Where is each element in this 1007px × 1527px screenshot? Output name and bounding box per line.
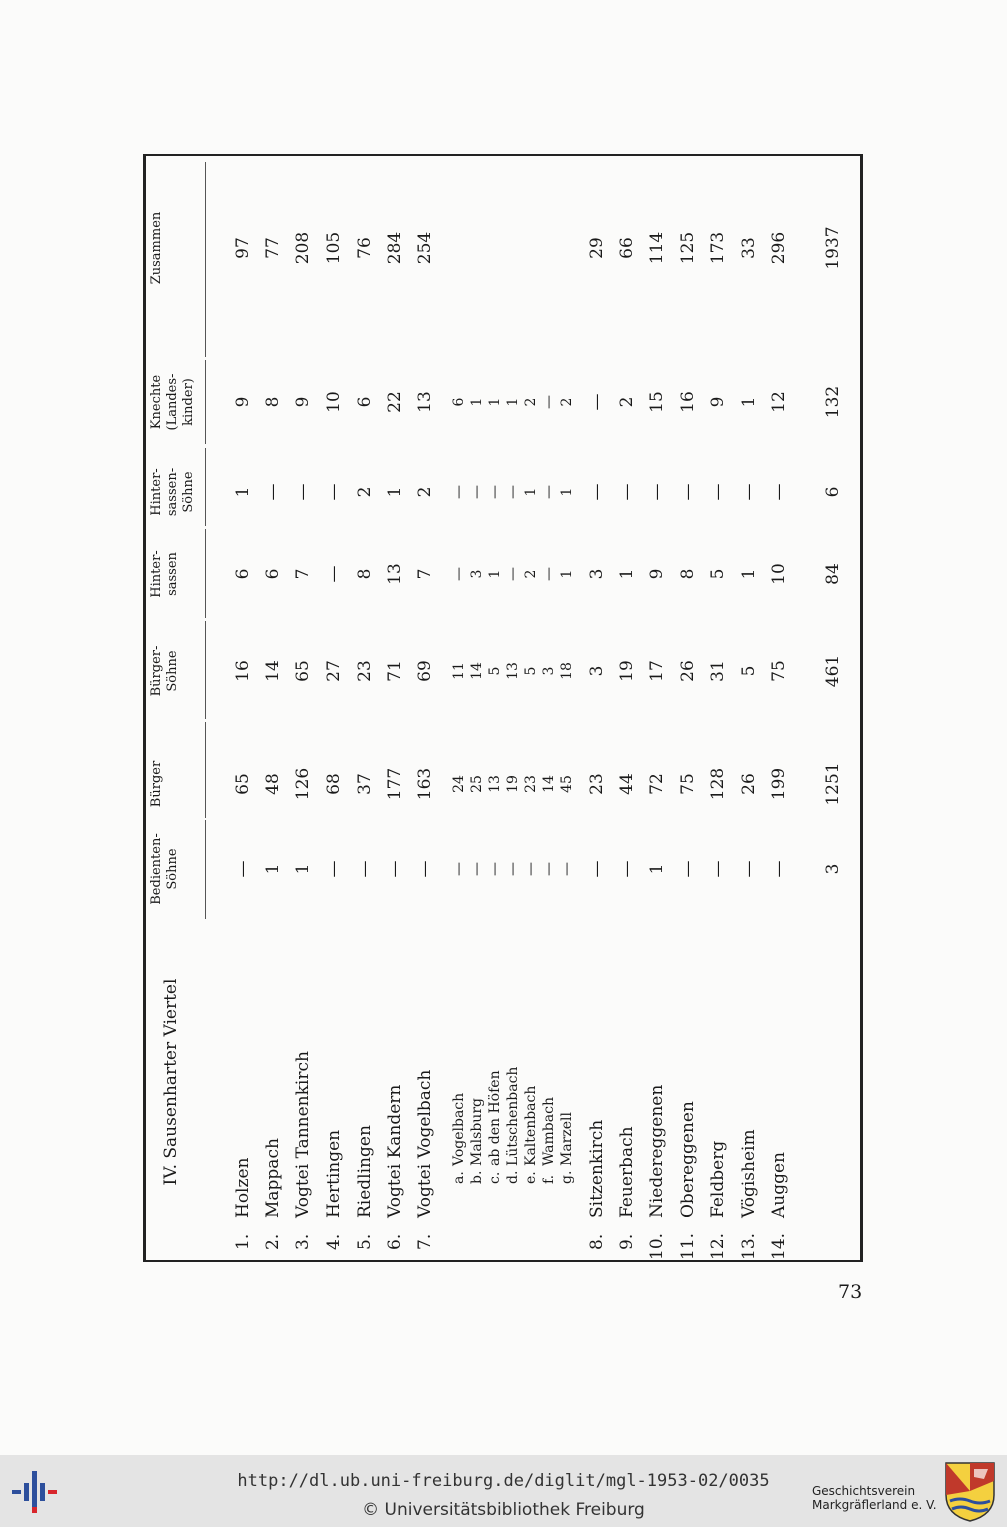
table-cell: 77 bbox=[263, 237, 283, 259]
row-name: Feldberg bbox=[708, 1140, 728, 1218]
table-cell: 9 bbox=[708, 396, 728, 408]
footer-bar bbox=[0, 1455, 1007, 1527]
subrow-letter: e. bbox=[523, 1171, 539, 1184]
table-cell: 13 bbox=[505, 662, 521, 680]
table-cell: — bbox=[587, 483, 607, 501]
table-cell: 10 bbox=[769, 563, 789, 585]
row-name: Vogtei Vogelbach bbox=[415, 1069, 435, 1218]
table-cell: 23 bbox=[355, 660, 375, 682]
row-name: Niedereggenen bbox=[647, 1084, 667, 1218]
table-cell: 68 bbox=[324, 773, 344, 795]
total-cell: 84 bbox=[823, 563, 843, 585]
table-cell: — bbox=[541, 485, 557, 499]
table-cell: 128 bbox=[708, 767, 728, 801]
subrow-letter: d. bbox=[505, 1170, 521, 1184]
table-cell: 9 bbox=[647, 568, 667, 580]
table-cell: 5 bbox=[708, 568, 728, 580]
table-cell: 13 bbox=[385, 563, 405, 585]
table-cell: — bbox=[523, 862, 539, 876]
table-cell: 2 bbox=[355, 486, 375, 498]
page-number: 73 bbox=[838, 1281, 863, 1303]
table-cell: — bbox=[769, 860, 789, 878]
table-cell: — bbox=[324, 565, 344, 583]
table-cell: 72 bbox=[647, 773, 667, 795]
table-cell: — bbox=[617, 483, 637, 501]
table-cell: — bbox=[487, 862, 503, 876]
table-cell: 5 bbox=[739, 665, 759, 677]
row-name: Vogtei Tannenkirch bbox=[293, 1051, 313, 1218]
table-cell: — bbox=[559, 862, 575, 876]
table-cell: 13 bbox=[487, 775, 503, 793]
table-cell: 1 bbox=[739, 568, 759, 580]
table-cell: — bbox=[469, 485, 485, 499]
table-cell: 25 bbox=[469, 775, 485, 793]
table-cell: 75 bbox=[769, 660, 789, 682]
row-name: Holzen bbox=[233, 1157, 253, 1218]
row-number: 5. bbox=[355, 1233, 375, 1250]
subrow-letter: b. bbox=[469, 1170, 485, 1184]
table-cell: — bbox=[385, 860, 405, 878]
subrow-letter: g. bbox=[559, 1170, 575, 1184]
table-cell: — bbox=[233, 860, 253, 878]
table-cell: 114 bbox=[647, 231, 667, 265]
table-cell: 9 bbox=[293, 396, 313, 408]
row-name: Auggen bbox=[769, 1152, 789, 1218]
table-cell: — bbox=[541, 862, 557, 876]
society-line-1: Geschichtsverein bbox=[812, 1484, 916, 1498]
table-top-rule bbox=[143, 154, 146, 1262]
table-cell: 27 bbox=[324, 660, 344, 682]
table-cell: 1 bbox=[233, 486, 253, 498]
table-cell: — bbox=[324, 483, 344, 501]
header-divider bbox=[205, 820, 206, 919]
row-number: 12. bbox=[708, 1232, 728, 1260]
table-cell: — bbox=[647, 483, 667, 501]
total-cell: 1937 bbox=[823, 226, 843, 270]
column-header: Bürger bbox=[149, 760, 164, 808]
table-cell: 29 bbox=[587, 237, 607, 259]
table-cell: — bbox=[678, 483, 698, 501]
total-cell: 1251 bbox=[823, 762, 843, 806]
row-name: Hertingen bbox=[324, 1129, 344, 1218]
table-cell: — bbox=[769, 483, 789, 501]
table-cell: 105 bbox=[324, 231, 344, 265]
table-bottom-rule bbox=[860, 154, 863, 1262]
column-header: Bürger- Söhne bbox=[149, 645, 180, 697]
society-name bbox=[812, 1484, 947, 1512]
table-cell: 3 bbox=[587, 568, 607, 580]
table-cell: — bbox=[487, 485, 503, 499]
table-cell: 1 bbox=[559, 569, 575, 579]
table-cell: — bbox=[678, 860, 698, 878]
row-name: Mappach bbox=[263, 1138, 283, 1218]
table-cell: 3 bbox=[469, 569, 485, 579]
table-cell: 1 bbox=[293, 863, 313, 875]
table-cell: 33 bbox=[739, 237, 759, 259]
subrow-name: Lütschenbach bbox=[505, 1066, 521, 1166]
table-cell: 1 bbox=[523, 487, 539, 497]
table-cell: 7 bbox=[415, 568, 435, 580]
row-number: 10. bbox=[647, 1232, 667, 1260]
table-cell: 18 bbox=[559, 662, 575, 680]
table-cell: 6 bbox=[263, 568, 283, 580]
table-cell: 10 bbox=[324, 391, 344, 413]
table-cell: 8 bbox=[355, 568, 375, 580]
table-cell: 16 bbox=[678, 391, 698, 413]
table-cell: 26 bbox=[678, 660, 698, 682]
table-cell: 2 bbox=[523, 569, 539, 579]
table-cell: 13 bbox=[415, 391, 435, 413]
table-cell: — bbox=[469, 862, 485, 876]
table-cell: 2 bbox=[617, 396, 637, 408]
table-cell: 1 bbox=[487, 397, 503, 407]
header-divider bbox=[205, 621, 206, 719]
table-cell: — bbox=[587, 393, 607, 411]
table-cell: 1 bbox=[647, 863, 667, 875]
row-number: 7. bbox=[415, 1233, 435, 1250]
row-number: 11. bbox=[678, 1232, 698, 1260]
table-cell: 48 bbox=[263, 773, 283, 795]
table-cell: 5 bbox=[487, 666, 503, 676]
table-cell: — bbox=[505, 862, 521, 876]
table-cell: 1 bbox=[469, 397, 485, 407]
subrow-name: Kaltenbach bbox=[523, 1085, 539, 1166]
table-cell: 126 bbox=[293, 767, 313, 801]
table-cell: 1 bbox=[487, 569, 503, 579]
table-cell: 19 bbox=[505, 775, 521, 793]
table-cell: 75 bbox=[678, 773, 698, 795]
total-cell: 132 bbox=[823, 385, 843, 419]
coat-of-arms-icon bbox=[944, 1461, 996, 1523]
table-cell: 66 bbox=[617, 237, 637, 259]
table-cell: 2 bbox=[523, 397, 539, 407]
row-name: Vogtei Kandern bbox=[385, 1084, 405, 1218]
header-divider bbox=[205, 722, 206, 818]
table-cell: 44 bbox=[617, 773, 637, 795]
table-cell: 6 bbox=[233, 568, 253, 580]
row-number: 3. bbox=[293, 1233, 313, 1250]
footer-url[interactable]: http://dl.ub.uni-freiburg.de/diglit/mgl-1953-02/0035 bbox=[237, 1471, 770, 1491]
footer-copyright: © Universitätsbibliothek Freiburg bbox=[362, 1500, 645, 1520]
table-cell: 173 bbox=[708, 231, 728, 265]
total-cell: 3 bbox=[823, 863, 843, 875]
header-divider bbox=[205, 529, 206, 618]
table-cell: 8 bbox=[263, 396, 283, 408]
total-cell: 6 bbox=[823, 486, 843, 498]
table-cell: — bbox=[293, 483, 313, 501]
table-cell: 3 bbox=[541, 666, 557, 676]
subrow-name: Malsburg bbox=[469, 1098, 485, 1166]
table-cell: 2 bbox=[415, 486, 435, 498]
table-cell: 177 bbox=[385, 767, 405, 801]
table-cell: 65 bbox=[293, 660, 313, 682]
table-cell: — bbox=[708, 860, 728, 878]
table-cell: 1 bbox=[559, 487, 575, 497]
row-number: 6. bbox=[385, 1233, 405, 1250]
row-number: 8. bbox=[587, 1233, 607, 1250]
table-cell: 296 bbox=[769, 231, 789, 265]
table-cell: — bbox=[587, 860, 607, 878]
table-cell: 71 bbox=[385, 660, 405, 682]
table-cell: 284 bbox=[385, 231, 405, 265]
subrow-letter: a. bbox=[451, 1171, 467, 1184]
table-cell: 65 bbox=[233, 773, 253, 795]
table-cell: 15 bbox=[647, 391, 667, 413]
row-number: 9. bbox=[617, 1233, 637, 1250]
table-cell: — bbox=[505, 567, 521, 581]
table-right-rule bbox=[143, 154, 863, 156]
table-cell: 1 bbox=[739, 396, 759, 408]
table-cell: — bbox=[324, 860, 344, 878]
table-cell: 12 bbox=[769, 391, 789, 413]
column-header: Hinter- sassen- Söhne bbox=[149, 467, 196, 517]
table-cell: 24 bbox=[451, 775, 467, 793]
table-cell: 16 bbox=[233, 660, 253, 682]
table-cell: — bbox=[451, 567, 467, 581]
table-cell: 2 bbox=[559, 397, 575, 407]
subrow-letter: c. bbox=[487, 1171, 503, 1184]
column-header: Knechte (Landes- kinder) bbox=[149, 373, 196, 431]
table-cell: — bbox=[739, 860, 759, 878]
table-cell: 37 bbox=[355, 773, 375, 795]
row-number: 4. bbox=[324, 1233, 344, 1250]
table-cell: — bbox=[541, 395, 557, 409]
row-number: 13. bbox=[739, 1232, 759, 1260]
table-cell: 1 bbox=[617, 568, 637, 580]
table-title: IV. Sausenharter Viertel bbox=[161, 978, 181, 1186]
table-cell: 69 bbox=[415, 660, 435, 682]
table-cell: — bbox=[355, 860, 375, 878]
table-left-rule bbox=[143, 1260, 863, 1262]
table-cell: 163 bbox=[415, 767, 435, 801]
table-cell: — bbox=[451, 862, 467, 876]
population-table bbox=[143, 154, 863, 1262]
table-cell: 9 bbox=[233, 396, 253, 408]
table-cell: 11 bbox=[451, 662, 467, 680]
table-cell: 6 bbox=[355, 396, 375, 408]
row-name: Vögisheim bbox=[739, 1129, 759, 1218]
table-cell: 17 bbox=[647, 660, 667, 682]
table-cell: 14 bbox=[263, 660, 283, 682]
table-cell: 254 bbox=[415, 231, 435, 265]
column-header: Hinter- sassen bbox=[149, 550, 180, 598]
rotated-table-body bbox=[143, 154, 863, 1262]
subrow-letter: f. bbox=[541, 1174, 557, 1184]
table-cell: 97 bbox=[233, 237, 253, 259]
row-name: Obereggenen bbox=[678, 1101, 698, 1218]
table-cell: 23 bbox=[587, 773, 607, 795]
table-cell: — bbox=[739, 483, 759, 501]
table-cell: — bbox=[415, 860, 435, 878]
header-divider bbox=[205, 360, 206, 444]
table-cell: 5 bbox=[523, 666, 539, 676]
row-name: Feuerbach bbox=[617, 1126, 637, 1218]
table-cell: 45 bbox=[559, 775, 575, 793]
table-cell: 1 bbox=[385, 486, 405, 498]
column-header: Zusammen bbox=[149, 211, 164, 285]
table-cell: 76 bbox=[355, 237, 375, 259]
subrow-name: Wambach bbox=[541, 1097, 557, 1166]
header-divider bbox=[205, 162, 206, 357]
table-cell: — bbox=[451, 485, 467, 499]
header-divider bbox=[205, 448, 206, 526]
total-cell: 461 bbox=[823, 654, 843, 688]
table-cell: 31 bbox=[708, 660, 728, 682]
row-number: 2. bbox=[263, 1233, 283, 1250]
table-cell: — bbox=[263, 483, 283, 501]
subrow-name: Marzell bbox=[559, 1112, 575, 1166]
table-cell: 3 bbox=[587, 665, 607, 677]
table-cell: 14 bbox=[541, 775, 557, 793]
subrow-name: ab den Höfen bbox=[487, 1070, 503, 1166]
row-name: Riedlingen bbox=[355, 1125, 375, 1218]
table-cell: — bbox=[617, 860, 637, 878]
row-name: Sitzenkirch bbox=[587, 1119, 607, 1218]
table-cell: 14 bbox=[469, 662, 485, 680]
table-cell: 19 bbox=[617, 660, 637, 682]
subrow-name: Vogelbach bbox=[451, 1092, 467, 1166]
table-cell: 8 bbox=[678, 568, 698, 580]
table-cell: 7 bbox=[293, 568, 313, 580]
table-cell: 6 bbox=[451, 397, 467, 407]
table-cell: 208 bbox=[293, 231, 313, 265]
table-cell: 1 bbox=[263, 863, 283, 875]
table-cell: 22 bbox=[385, 391, 405, 413]
table-cell: 1 bbox=[505, 397, 521, 407]
table-cell: 199 bbox=[769, 767, 789, 801]
table-cell: 26 bbox=[739, 773, 759, 795]
table-cell: 23 bbox=[523, 775, 539, 793]
table-cell: — bbox=[708, 483, 728, 501]
table-cell: — bbox=[505, 485, 521, 499]
column-header: Bedienten- Söhne bbox=[149, 833, 180, 905]
society-line-2: Markgräflerland e. V. bbox=[812, 1498, 937, 1512]
row-number: 14. bbox=[769, 1232, 789, 1260]
row-number: 1. bbox=[233, 1233, 253, 1250]
table-cell: 125 bbox=[678, 231, 698, 265]
table-cell: — bbox=[541, 567, 557, 581]
